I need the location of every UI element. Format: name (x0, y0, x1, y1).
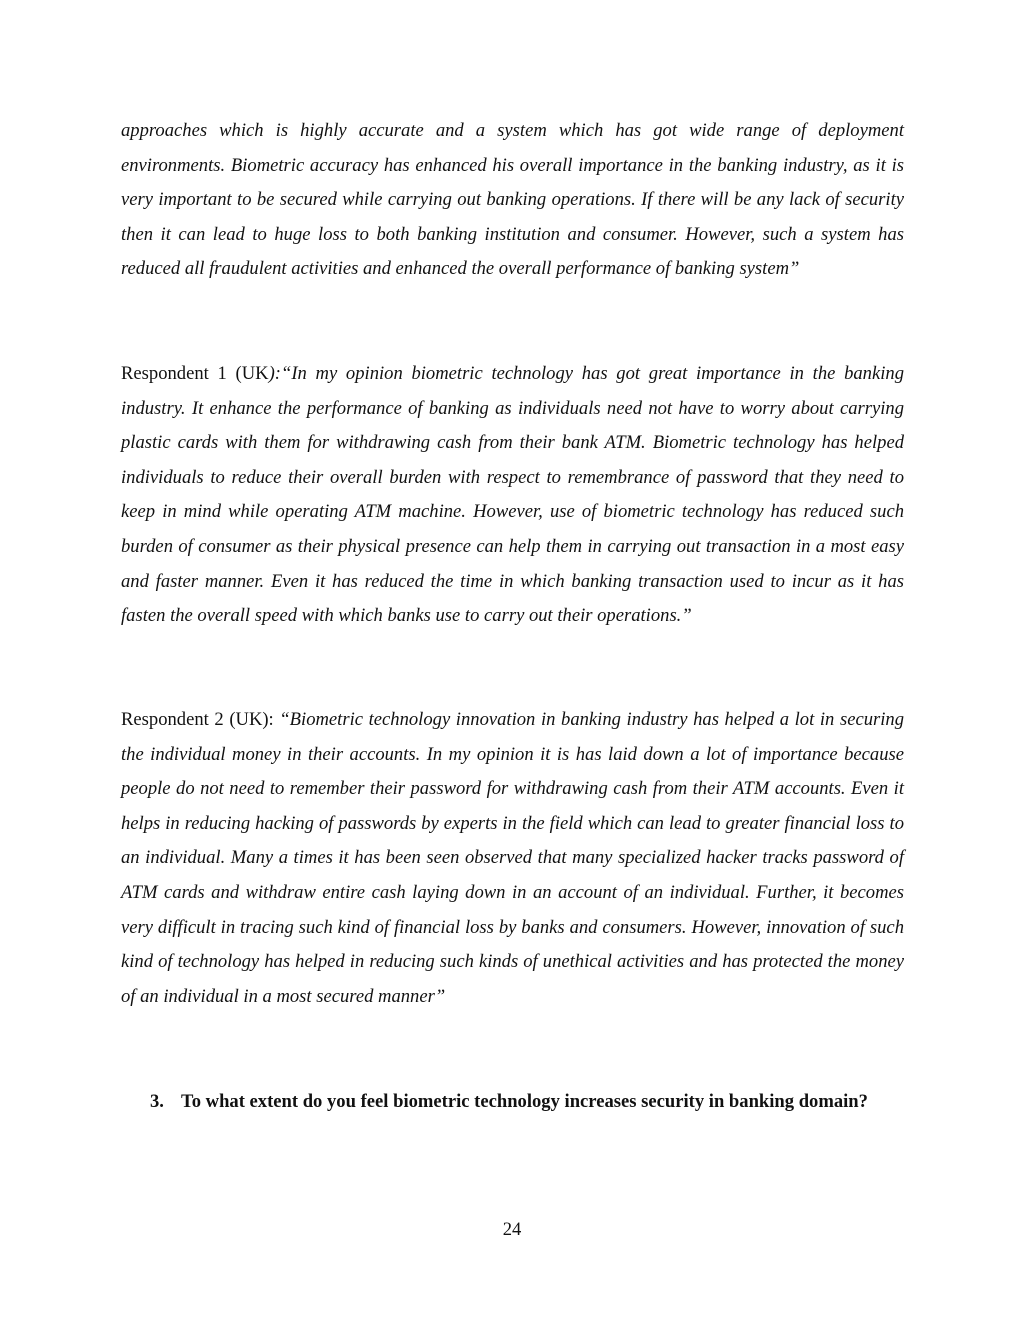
respondent-1-paragraph (121, 357, 904, 634)
respondent-1-label: Respondent 1 (UK (121, 363, 269, 384)
respondent-1-quote: ):“In my opinion biometric technology has got great importance in the banking industry. It enhance the performance of banking as individuals need not have to worry about carrying plastic cards with them for withdrawing cash from their bank ATM. Biometric technology has helped individuals to reduce their overall burden with respect to remembrance of password that they need to keep in mind while operating ATM machine. However, use of biometric technology has reduced such burden of consumer as their physical presence can help them in carrying out transaction in a most easy and faster manner. Even it has reduced the time in which banking transaction used to incur as it has fasten the overall speed with which banks use to carry out their operations.” (121, 363, 904, 627)
respondent-2-paragraph (121, 703, 904, 1014)
question-text: To what extent do you feel biometric technology increases security in banking domain? (181, 1091, 868, 1112)
page-number: 24 (502, 1219, 522, 1240)
respondent-2-label: Respondent 2 (UK): (121, 709, 280, 730)
question-heading (150, 1085, 904, 1120)
respondent-2-quote: “Biometric technology innovation in banking industry has helped a lot in securing the individual money in their accounts. In my opinion it is has laid down a lot of importance because people do not need to remember their password for withdrawing cash from their ATM accounts. Even it helps in reducing hacking of passwords by experts in the field which can lead to greater financial loss to an individual. Many a times it has been seen observed that many specialized hacker tracks password of ATM cards and withdraw entire cash laying down in an account of an individual. Further, it becomes very difficult in tracing such kind of financial loss by banks and consumers. However, innovation of such kind of technology has helped in reducing such kinds of unethical activities and has protected the money of an individual in a most secured manner” (121, 709, 904, 1007)
continuation-paragraph: approaches which is highly accurate and a system which has got wide range of deployment environments. Biometric accuracy has enhanced his overall importance in the banking industry, as it is very important to be secured while carrying out banking operations. If there will be any lack of security then it can lead to huge loss to both banking institution and consumer. However, such a system has reduced all fraudulent activities and enhanced the overall performance of banking system” (121, 120, 904, 280)
question-number: 3. (150, 1091, 164, 1112)
